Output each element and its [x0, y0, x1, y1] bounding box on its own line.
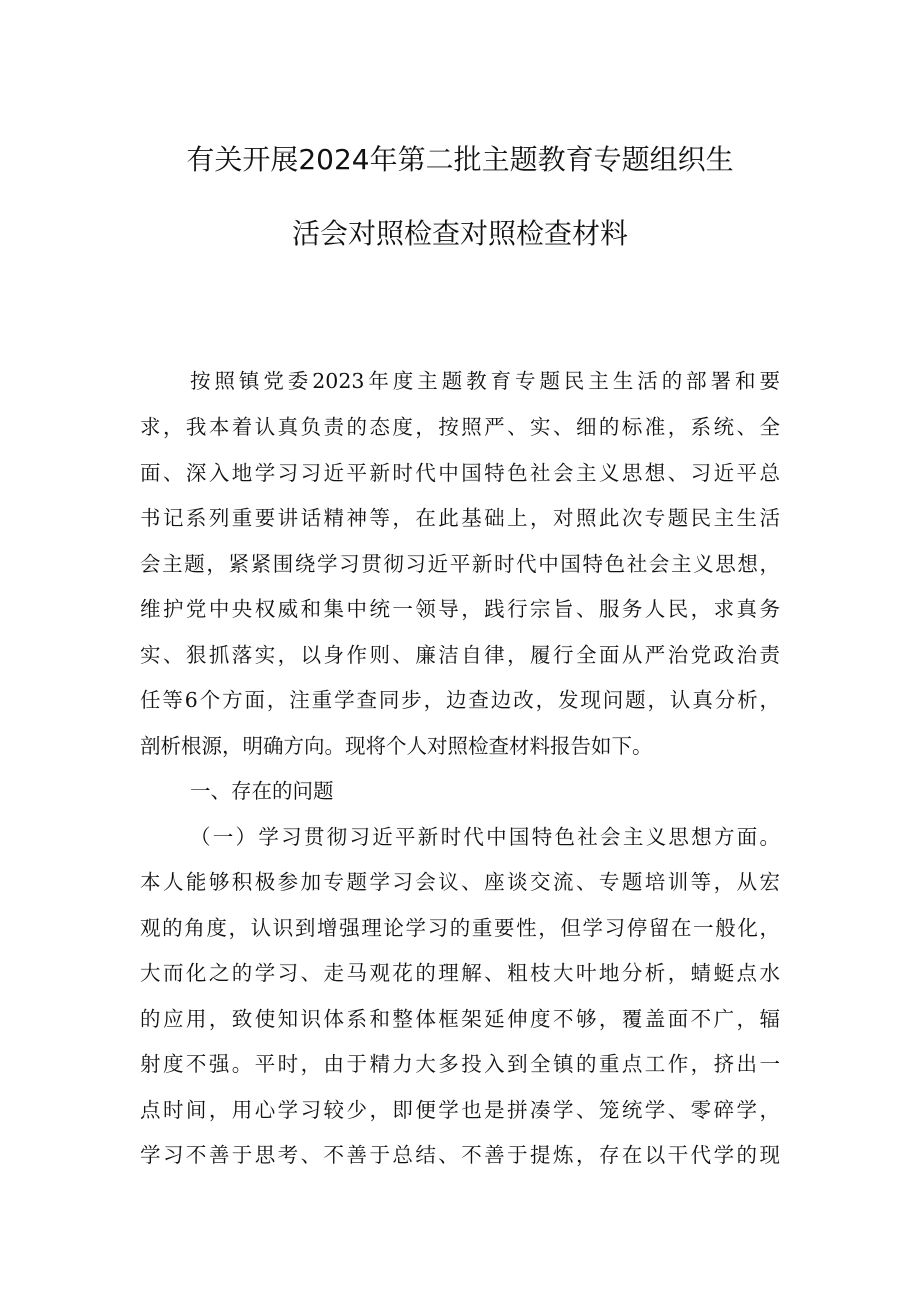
paragraph-line: 维护党中央权威和集中统一领导，践行宗旨、服务人民，求真务 [140, 597, 780, 621]
paragraph-line: 点时间，用心学习较少，即便学也是拼凑学、笼统学、零碎学， [140, 1098, 780, 1122]
paragraph-line: 射度不强。平时，由于精力大多投入到全镇的重点工作，挤出一 [140, 1052, 780, 1076]
paragraph-line: 求，我本着认真负责的态度，按照严、实、细的标准，系统、全 [140, 415, 780, 439]
paragraph-line: 任等6个方面，注重学查同步，边查边改，发现问题，认真分析， [140, 688, 780, 712]
paragraph-line: 大而化之的学习、走马观花的理解、粗枝大叶地分析，蜻蜓点水 [140, 961, 780, 985]
paragraph-line: 本人能够积极参加专题学习会议、座谈交流、专题培训等，从宏 [140, 870, 780, 894]
paragraph-line: 面、深入地学习习近平新时代中国特色社会主义思想、习近平总 [140, 461, 780, 485]
document-title-line-1: 有关开展2024年第二批主题教育专题组织生 [186, 143, 734, 176]
paragraph-line: （一）学习贯彻习近平新时代中国特色社会主义思想方面。 [190, 825, 780, 849]
paragraph-line: 剖析根源，明确方向。现将个人对照检查材料报告如下。 [140, 734, 653, 758]
paragraph-line: 学习不善于思考、不善于总结、不善于提炼，存在以干代学的现 [140, 1143, 780, 1167]
paragraph-line: 观的角度，认识到增强理论学习的重要性，但学习停留在一般化， [140, 916, 780, 940]
paragraph-line: 按照镇党委2023年度主题教育专题民主生活的部署和要 [190, 369, 780, 393]
paragraph-line: 的应用，致使知识体系和整体框架延伸度不够，覆盖面不广，辐 [140, 1007, 780, 1031]
paragraph-line: 书记系列重要讲话精神等，在此基础上，对照此次专题民主生活 [140, 506, 780, 530]
document-title-line-2: 活会对照检查对照检查材料 [291, 217, 628, 250]
paragraph-line: 实、狠抓落实，以身作则、廉洁自律，履行全面从严治党政治责 [140, 643, 780, 667]
paragraph-line: 会主题，紧紧围绕学习贯彻习近平新时代中国特色社会主义思想， [140, 552, 780, 576]
section-heading: 一、存在的问题 [190, 779, 334, 803]
